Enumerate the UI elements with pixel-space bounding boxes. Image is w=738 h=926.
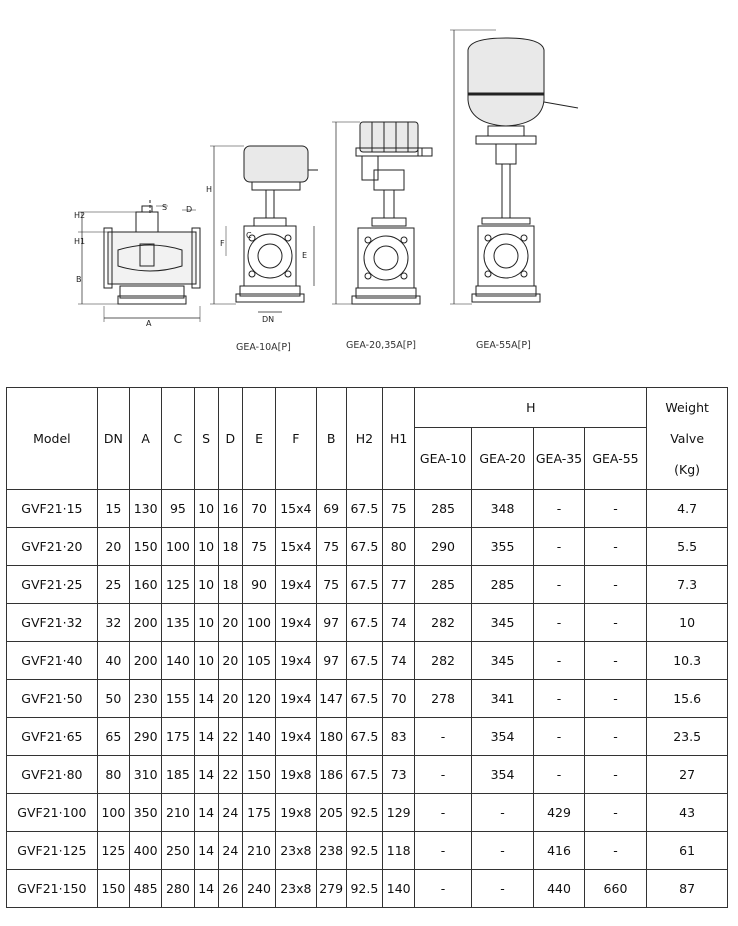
cell-e: 105 [242,642,275,680]
cell-f: 19x4 [276,604,316,642]
cell-model: GVF21·125 [7,832,98,870]
cell-f: 15x4 [276,528,316,566]
cell-gea20: 354 [471,756,534,794]
cell-b: 75 [316,528,346,566]
cell-e: 90 [242,566,275,604]
cell-b: 205 [316,794,346,832]
valve-dimension-drawing [0,0,738,370]
cell-f: 19x8 [276,756,316,794]
cell-model: GVF21·50 [7,680,98,718]
dim-label-a: A [146,319,152,328]
cell-c: 250 [162,832,194,870]
cell-gea10: 282 [415,642,471,680]
cell-weight: 27 [647,756,728,794]
header-weight-line1: Weight [665,399,709,415]
cell-weight: 10 [647,604,728,642]
table-row [7,794,728,832]
cell-gea20: 345 [471,604,534,642]
cell-gea20: - [471,794,534,832]
cell-gea10: 282 [415,604,471,642]
cell-e: 70 [242,490,275,528]
header-model: Model [7,388,98,490]
cell-model: GVF21·25 [7,566,98,604]
cell-gea35: - [534,566,584,604]
cell-weight: 10.3 [647,642,728,680]
cell-weight: 15.6 [647,680,728,718]
cell-model: GVF21·32 [7,604,98,642]
cell-e: 150 [242,756,275,794]
cell-h1: 80 [383,528,415,566]
cell-weight: 23.5 [647,718,728,756]
cell-b: 279 [316,870,346,908]
header-gea10: GEA-10 [415,428,471,490]
cell-c: 100 [162,528,194,566]
header-gea20: GEA-20 [471,428,534,490]
cell-weight: 5.5 [647,528,728,566]
cell-dn: 32 [97,604,129,642]
cell-f: 19x4 [276,566,316,604]
cell-weight: 87 [647,870,728,908]
dim-label-c: C [246,231,252,240]
cell-gea20: - [471,870,534,908]
header-h2: H2 [346,388,382,490]
cell-s: 10 [194,528,218,566]
cell-model: GVF21·40 [7,642,98,680]
cell-s: 14 [194,756,218,794]
cell-model: GVF21·80 [7,756,98,794]
caption-gea10: GEA-10A[P] [236,342,291,353]
table-row [7,642,728,680]
cell-e: 210 [242,832,275,870]
side-view-valve [78,200,200,322]
header-gea35: GEA-35 [534,428,584,490]
header-e: E [242,388,275,490]
cell-gea55: - [584,794,647,832]
cell-dn: 80 [97,756,129,794]
cell-a: 230 [130,680,162,718]
cell-b: 97 [316,604,346,642]
cell-b: 238 [316,832,346,870]
cell-a: 350 [130,794,162,832]
dim-label-d: D [186,205,193,214]
cell-d: 20 [218,642,242,680]
cell-d: 26 [218,870,242,908]
cell-f: 19x8 [276,794,316,832]
cell-gea35: - [534,604,584,642]
cell-weight: 7.3 [647,566,728,604]
cell-c: 280 [162,870,194,908]
cell-h1: 74 [383,642,415,680]
cell-dn: 25 [97,566,129,604]
cell-gea35: 440 [534,870,584,908]
gea55-front-view [450,30,578,304]
cell-h2: 67.5 [346,642,382,680]
cell-c: 210 [162,794,194,832]
cell-d: 16 [218,490,242,528]
cell-gea55: 660 [584,870,647,908]
dim-label-f: F [220,239,225,248]
cell-b: 147 [316,680,346,718]
cell-d: 18 [218,528,242,566]
cell-b: 75 [316,566,346,604]
cell-e: 75 [242,528,275,566]
cell-gea20: 285 [471,566,534,604]
cell-h2: 67.5 [346,566,382,604]
header-gea55: GEA-55 [584,428,647,490]
cell-gea20: 355 [471,528,534,566]
cell-dn: 150 [97,870,129,908]
header-f: F [276,388,316,490]
header-weight-line2: Valve [670,430,705,446]
dim-label-e: E [302,251,308,260]
cell-b: 97 [316,642,346,680]
cell-a: 150 [130,528,162,566]
cell-h2: 92.5 [346,794,382,832]
cell-e: 140 [242,718,275,756]
cell-f: 23x8 [276,832,316,870]
cell-gea55: - [584,680,647,718]
header-weight [647,388,728,490]
cell-h1: 73 [383,756,415,794]
cell-s: 14 [194,832,218,870]
cell-f: 15x4 [276,490,316,528]
specification-table [6,387,728,908]
cell-gea35: - [534,528,584,566]
cell-h2: 67.5 [346,680,382,718]
cell-dn: 50 [97,680,129,718]
cell-h1: 75 [383,490,415,528]
cell-gea20: 345 [471,642,534,680]
header-h: H [415,388,647,428]
table-row [7,566,728,604]
cell-dn: 15 [97,490,129,528]
cell-d: 18 [218,566,242,604]
cell-gea10: 285 [415,566,471,604]
cell-gea55: - [584,490,647,528]
dim-label-dn: DN [262,315,275,324]
cell-s: 14 [194,870,218,908]
cell-gea55: - [584,566,647,604]
cell-a: 485 [130,870,162,908]
table-row [7,604,728,642]
cell-b: 69 [316,490,346,528]
cell-e: 100 [242,604,275,642]
cell-c: 155 [162,680,194,718]
cell-gea10: - [415,718,471,756]
cell-gea20: 354 [471,718,534,756]
cell-gea55: - [584,604,647,642]
cell-s: 10 [194,566,218,604]
caption-gea55: GEA-55A[P] [476,340,531,351]
cell-s: 14 [194,794,218,832]
cell-gea20: - [471,832,534,870]
gea10-front-view [210,146,318,312]
cell-h2: 67.5 [346,528,382,566]
cell-h1: 74 [383,604,415,642]
cell-dn: 40 [97,642,129,680]
cell-a: 400 [130,832,162,870]
cell-gea35: - [534,718,584,756]
table-row [7,528,728,566]
cell-weight: 61 [647,832,728,870]
cell-h1: 118 [383,832,415,870]
cell-a: 290 [130,718,162,756]
cell-h1: 77 [383,566,415,604]
header-c: C [162,388,194,490]
header-h1: H1 [383,388,415,490]
cell-f: 19x4 [276,718,316,756]
cell-model: GVF21·65 [7,718,98,756]
cell-gea10: 285 [415,490,471,528]
cell-h2: 67.5 [346,604,382,642]
header-b: B [316,388,346,490]
table-row [7,756,728,794]
cell-gea10: - [415,794,471,832]
cell-h2: 67.5 [346,718,382,756]
cell-f: 19x4 [276,680,316,718]
cell-gea35: - [534,680,584,718]
header-s: S [194,388,218,490]
cell-gea55: - [584,718,647,756]
cell-gea55: - [584,832,647,870]
cell-h1: 129 [383,794,415,832]
cell-gea35: 429 [534,794,584,832]
cell-c: 125 [162,566,194,604]
cell-model: GVF21·150 [7,870,98,908]
table-row [7,680,728,718]
header-a: A [130,388,162,490]
cell-c: 95 [162,490,194,528]
cell-dn: 20 [97,528,129,566]
table-row [7,870,728,908]
cell-s: 10 [194,642,218,680]
cell-h1: 70 [383,680,415,718]
cell-gea10: 278 [415,680,471,718]
dim-label-h-gea10: H [206,185,213,194]
header-dn: DN [97,388,129,490]
cell-gea10: - [415,870,471,908]
cell-dn: 100 [97,794,129,832]
cell-a: 200 [130,604,162,642]
cell-b: 186 [316,756,346,794]
cell-d: 22 [218,718,242,756]
cell-gea55: - [584,756,647,794]
cell-c: 175 [162,718,194,756]
cell-e: 240 [242,870,275,908]
dim-label-h1: H1 [74,237,86,246]
cell-a: 160 [130,566,162,604]
cell-h2: 67.5 [346,756,382,794]
cell-model: GVF21·100 [7,794,98,832]
gea20-front-view [332,122,432,304]
header-d: D [218,388,242,490]
header-weight-line3: (Kg) [674,462,701,478]
cell-c: 135 [162,604,194,642]
cell-c: 185 [162,756,194,794]
cell-s: 14 [194,718,218,756]
cell-d: 20 [218,680,242,718]
cell-c: 140 [162,642,194,680]
cell-gea35: - [534,756,584,794]
cell-gea10: - [415,756,471,794]
cell-e: 120 [242,680,275,718]
cell-model: GVF21·15 [7,490,98,528]
table-row [7,490,728,528]
dim-label-h2: H2 [74,211,86,220]
cell-gea55: - [584,528,647,566]
cell-e: 175 [242,794,275,832]
cell-gea10: - [415,832,471,870]
cell-gea20: 341 [471,680,534,718]
cell-h2: 67.5 [346,490,382,528]
cell-a: 200 [130,642,162,680]
caption-gea20: GEA-20,35A[P] [346,340,416,351]
cell-d: 24 [218,832,242,870]
cell-model: GVF21·20 [7,528,98,566]
cell-h2: 92.5 [346,870,382,908]
cell-f: 23x8 [276,870,316,908]
cell-h1: 83 [383,718,415,756]
cell-h2: 92.5 [346,832,382,870]
cell-dn: 65 [97,718,129,756]
cell-gea10: 290 [415,528,471,566]
cell-h1: 140 [383,870,415,908]
cell-d: 20 [218,604,242,642]
dim-label-s: S [162,203,168,212]
cell-d: 24 [218,794,242,832]
cell-gea55: - [584,642,647,680]
cell-weight: 4.7 [647,490,728,528]
cell-gea20: 348 [471,490,534,528]
cell-weight: 43 [647,794,728,832]
cell-d: 22 [218,756,242,794]
cell-s: 10 [194,490,218,528]
cell-dn: 125 [97,832,129,870]
cell-gea35: 416 [534,832,584,870]
cell-a: 310 [130,756,162,794]
table-row [7,718,728,756]
cell-s: 14 [194,680,218,718]
cell-a: 130 [130,490,162,528]
cell-gea35: - [534,642,584,680]
cell-gea35: - [534,490,584,528]
cell-b: 180 [316,718,346,756]
dim-label-b: B [76,275,82,284]
table-row [7,832,728,870]
cell-f: 19x4 [276,642,316,680]
cell-s: 10 [194,604,218,642]
